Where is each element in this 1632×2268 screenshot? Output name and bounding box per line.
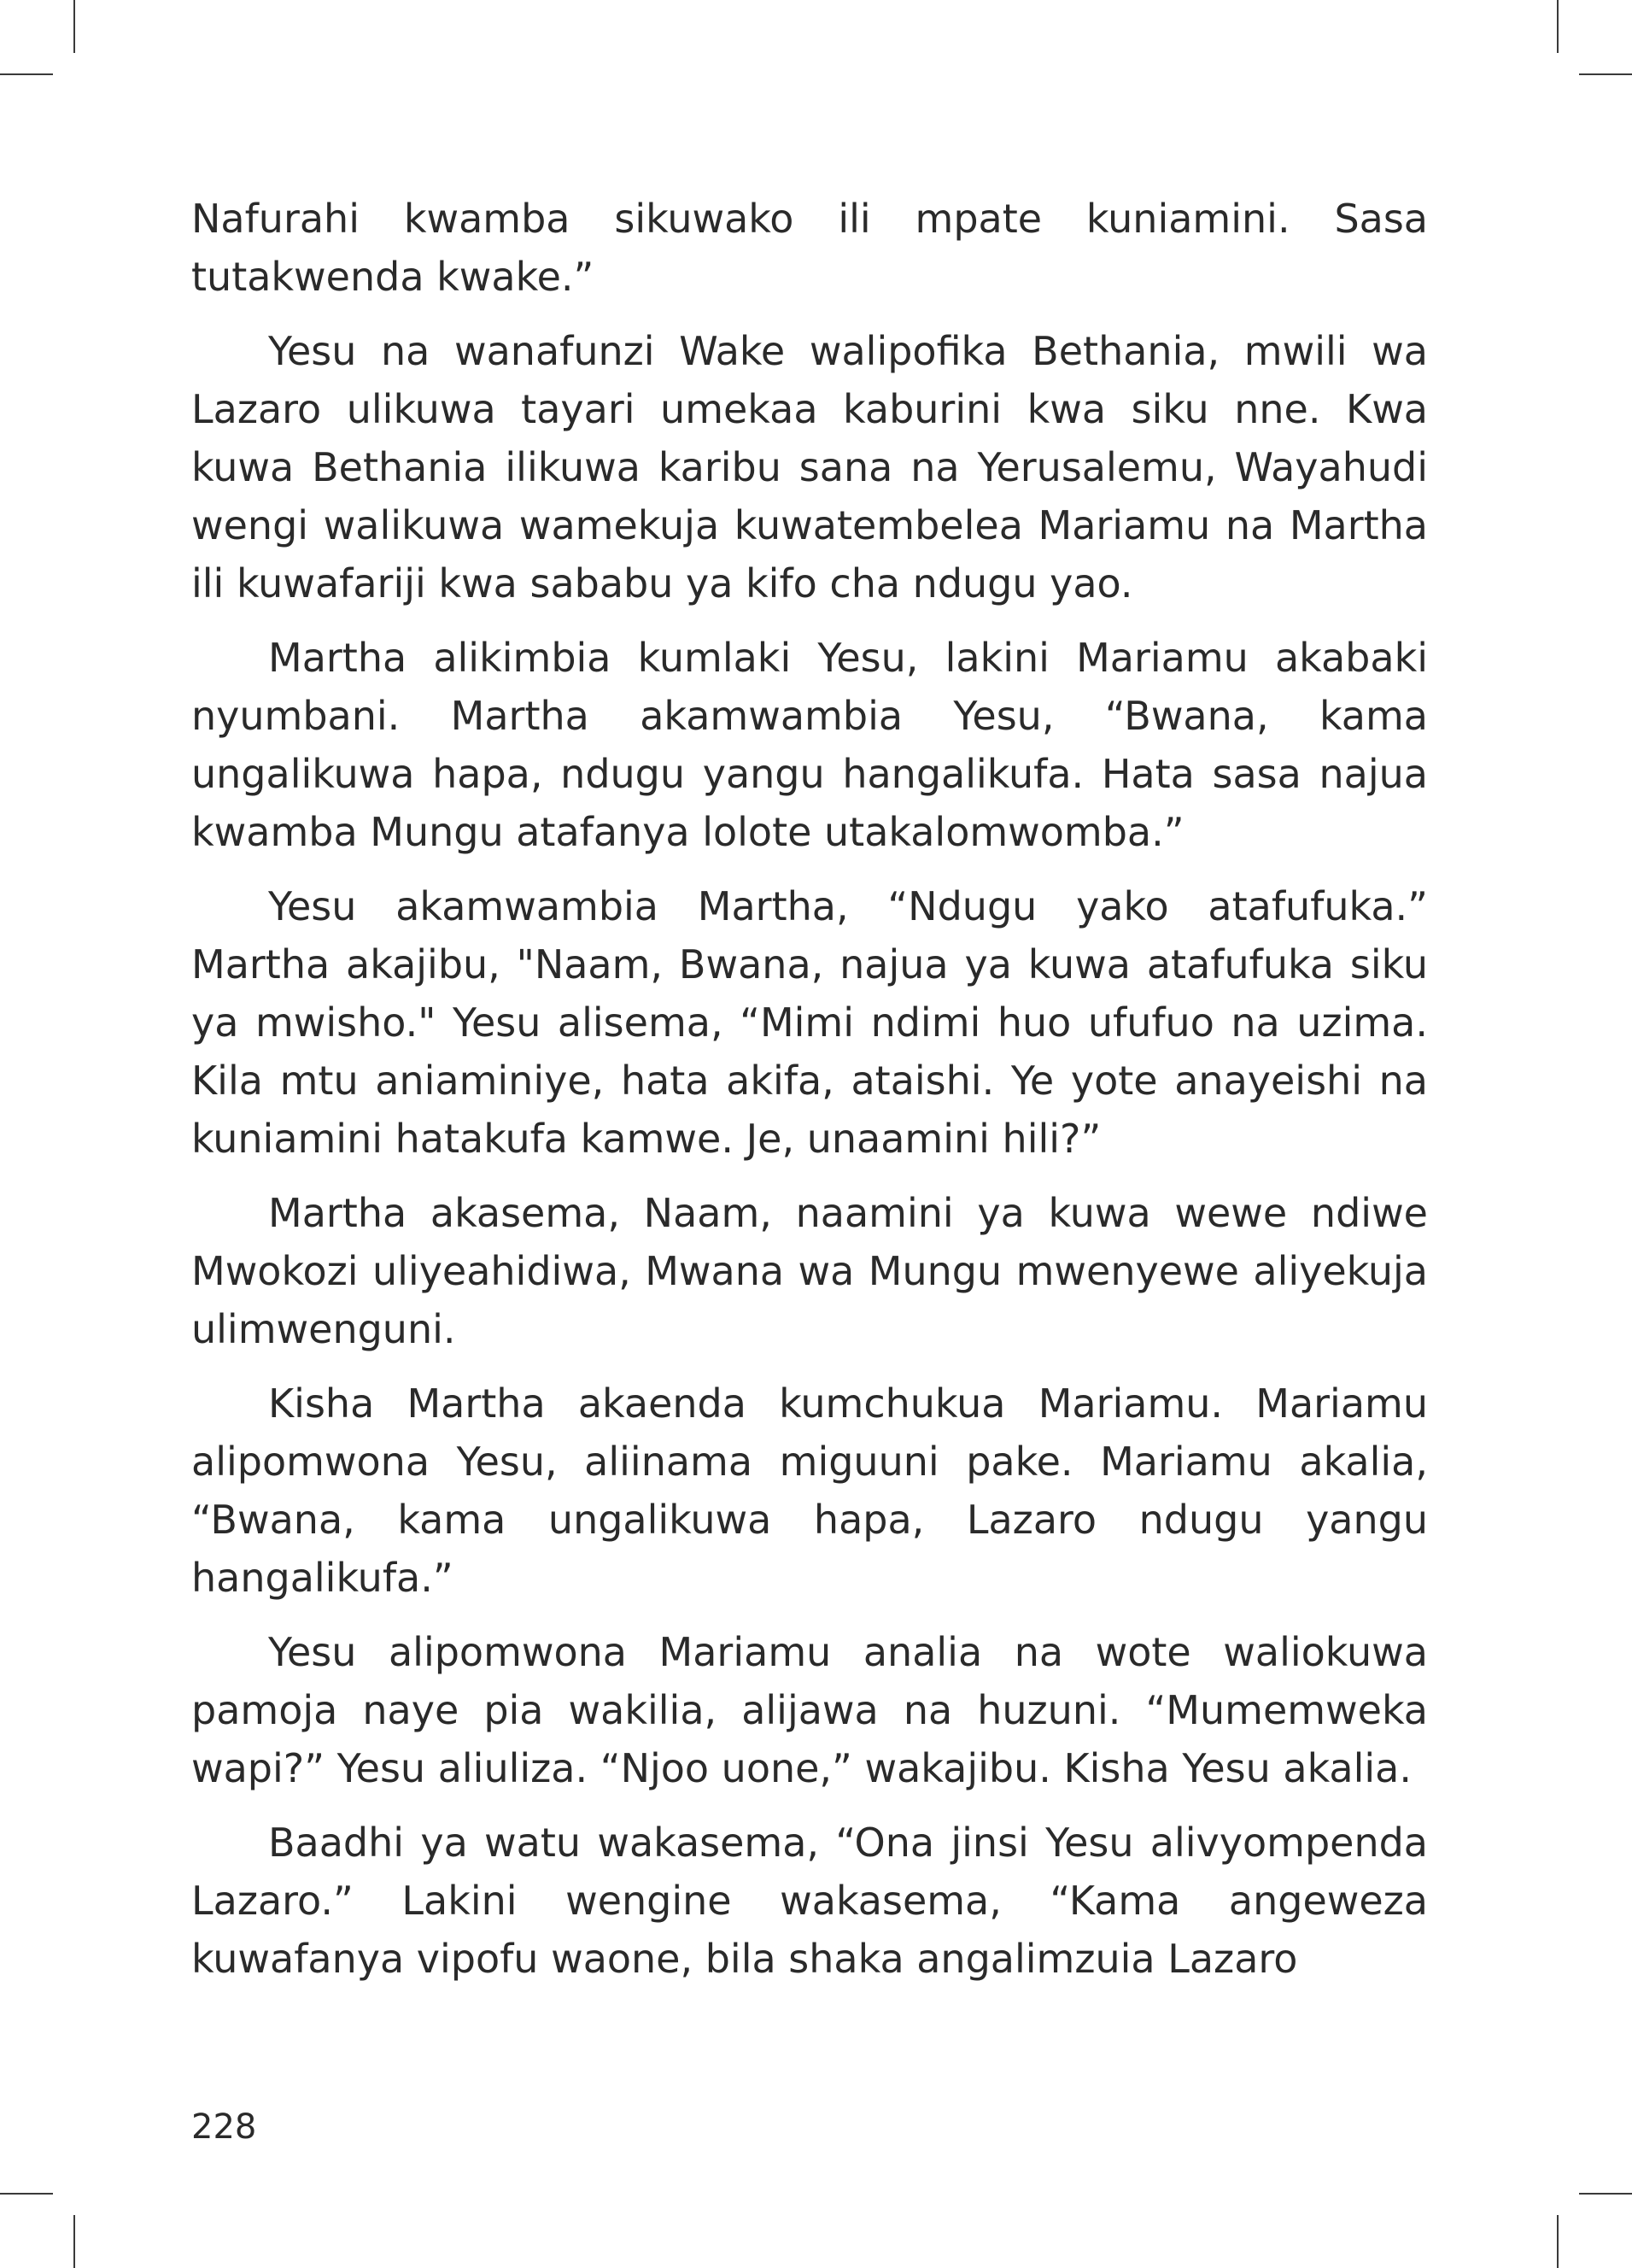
- body-text: [191, 190, 1428, 1988]
- page-number: 228: [191, 2107, 257, 2147]
- crop-mark-top-right: [1557, 0, 1559, 53]
- paragraph: Yesu akamwambia Martha, “Ndugu yako atafufuka.” Martha akajibu, "Naam, Bwana, najua ya kuwa atafufuka siku ya mwisho." Yesu alisema, “Mimi ndimi huo ufufuo na uzima. Kila mtu aniaminiye, hata akifa, ataishi. Ye yote anayeishi na kuniamini hatakufa kamwe. Je, unaamini hili?”: [191, 883, 1428, 1162]
- paragraph: Nafurahi kwamba sikuwako ili mpate kuniamini. Sasa tutakwenda kwake.”: [191, 196, 1428, 300]
- paragraph: Yesu na wanafunzi Wake walipofika Bethania, mwili wa Lazaro ulikuwa tayari umekaa kaburini kwa siku nne. Kwa kuwa Bethania ilikuwa karibu sana na Yerusalemu, Wayahudi wengi walikuwa wamekuja kuwatembelea Mariamu na Martha ili kuwafariji kwa sababu ya kifo cha ndugu yao.: [191, 328, 1428, 607]
- paragraph: Martha akasema, Naam, naamini ya kuwa wewe ndiwe Mwokozi uliyeahidiwa, Mwana wa Mungu mwenyewe aliyekuja ulimwenguni.: [191, 1190, 1428, 1352]
- paragraph: Baadhi ya watu wakasema, “Ona jinsi Yesu alivyompenda Lazaro.” Lakini wengine wakasema, “Kama angeweza kuwafanya vipofu waone, bila shaka angalimzuia Lazaro: [191, 1820, 1428, 1982]
- crop-mark-bottom-right-h: [1579, 2193, 1632, 2195]
- paragraph: Yesu alipomwona Mariamu analia na wote waliokuwa pamoja naye pia wakilia, alijawa na huzuni. “Mumemweka wapi?” Yesu aliuliza. “Njoo uone,” wakajibu. Kisha Yesu akalia.: [191, 1629, 1428, 1791]
- crop-mark-bottom-left: [73, 2215, 75, 2268]
- crop-mark-top-left: [73, 0, 75, 53]
- crop-mark-bottom-left-h: [0, 2193, 53, 2195]
- crop-mark-bottom-right: [1557, 2215, 1559, 2268]
- crop-mark-top-left-h: [0, 73, 53, 75]
- crop-mark-top-right-h: [1579, 73, 1632, 75]
- paragraph: Martha alikimbia kumlaki Yesu, lakini Mariamu akabaki nyumbani. Martha akamwambia Yesu, “Bwana, kama ungalikuwa hapa, ndugu yangu hangalikufa. Hata sasa najua kwamba Mungu atafanya lolote utakalomwomba.”: [191, 635, 1428, 855]
- paragraph: Kisha Martha akaenda kumchukua Mariamu. Mariamu alipomwona Yesu, aliinama miguuni pake. Mariamu akalia, “Bwana, kama ungalikuwa hapa, Lazaro ndugu yangu hangalikufa.”: [191, 1380, 1428, 1601]
